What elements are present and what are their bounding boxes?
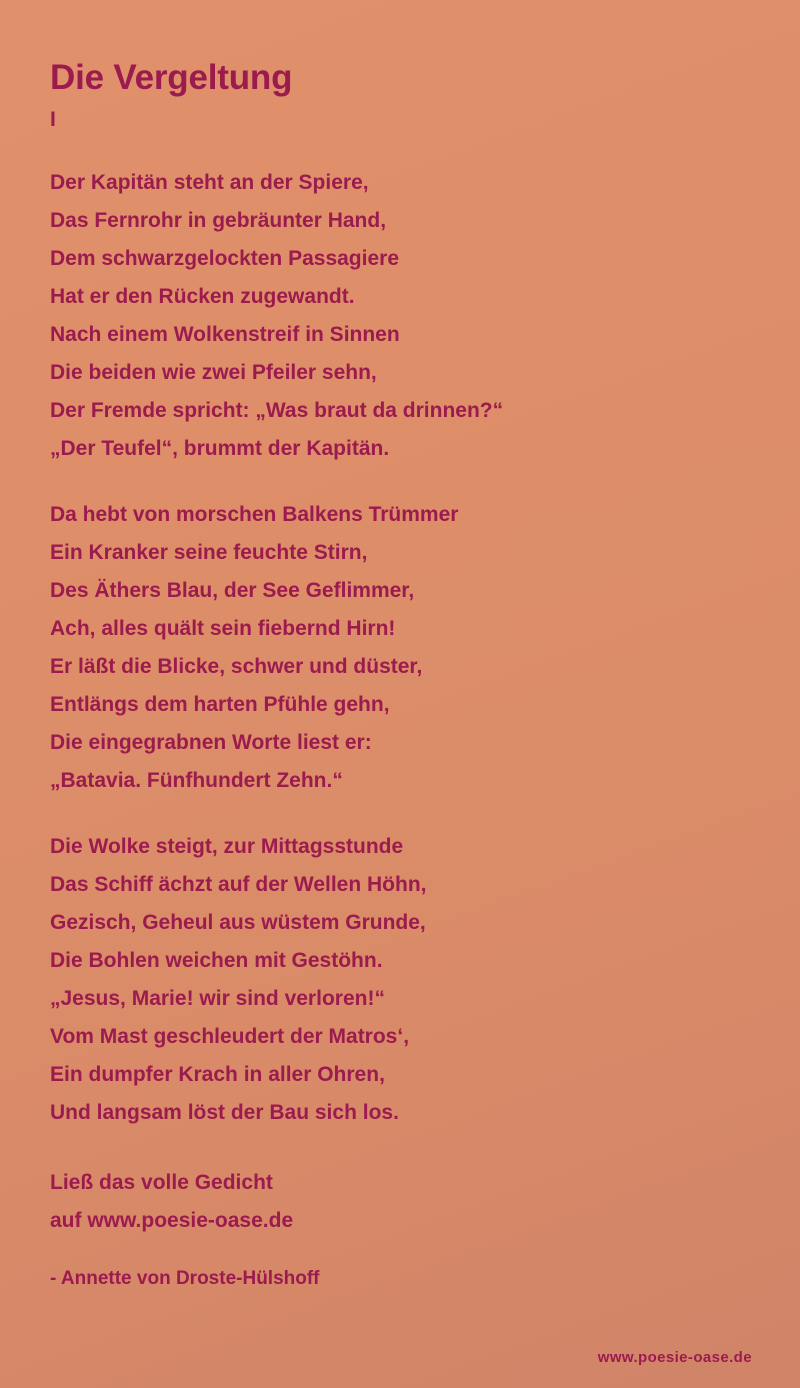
poem-line: Dem schwarzgelockten Passagiere bbox=[50, 246, 400, 270]
poem-line: Der Fremde spricht: „Was braut da drinnen?“ bbox=[50, 398, 504, 422]
poem-line: „Batavia. Fünfhundert Zehn.“ bbox=[50, 768, 343, 792]
poem-line: Und langsam löst der Bau sich los. bbox=[50, 1100, 399, 1124]
poem-line: Das Schiff ächzt auf der Wellen Höhn, bbox=[50, 872, 427, 896]
poem-line: Ach, alles quält sein fiebernd Hirn! bbox=[50, 616, 396, 640]
poem-line: Da hebt von morschen Balkens Trümmer bbox=[50, 502, 459, 526]
poem-section-number: I bbox=[50, 108, 56, 132]
poem-line: Er läßt die Blicke, schwer und düster, bbox=[50, 654, 423, 678]
poem-line: Die Wolke steigt, zur Mittagsstunde bbox=[50, 834, 404, 858]
poem-line: Die beiden wie zwei Pfeiler sehn, bbox=[50, 360, 377, 384]
poem-line: Gezisch, Geheul aus wüstem Grunde, bbox=[50, 910, 426, 934]
footer-website-url[interactable]: www.poesie-oase.de bbox=[597, 1349, 752, 1366]
poem-line: Der Kapitän steht an der Spiere, bbox=[50, 170, 369, 194]
cta-link[interactable]: auf www.poesie-oase.de bbox=[50, 1208, 294, 1232]
cta-line: Ließ das volle Gedicht bbox=[50, 1170, 273, 1194]
call-to-action bbox=[50, 1164, 750, 1240]
poem-line: „Jesus, Marie! wir sind verloren!“ bbox=[50, 986, 385, 1010]
poem-line: Hat er den Rücken zugewandt. bbox=[50, 284, 355, 308]
poem-author: - Annette von Droste-Hülshoff bbox=[50, 1267, 320, 1289]
poem-line: Des Äthers Blau, der See Geflimmer, bbox=[50, 578, 415, 602]
poem-stanza bbox=[50, 828, 750, 1132]
poem-stanza bbox=[50, 164, 750, 468]
poem-line: Die Bohlen weichen mit Gestöhn. bbox=[50, 948, 383, 972]
poem-line: „Der Teufel“, brummt der Kapitän. bbox=[50, 436, 390, 460]
poem-stanza bbox=[50, 496, 750, 800]
poem-line: Entlängs dem harten Pfühle gehn, bbox=[50, 692, 390, 716]
poem-line: Die eingegrabnen Worte liest er: bbox=[50, 730, 372, 754]
poem-line: Nach einem Wolkenstreif in Sinnen bbox=[50, 322, 400, 346]
poem-line: Ein Kranker seine feuchte Stirn, bbox=[50, 540, 368, 564]
page-title: Die Vergeltung bbox=[50, 58, 293, 97]
poem-line: Ein dumpfer Krach in aller Ohren, bbox=[50, 1062, 385, 1086]
poem-line: Das Fernrohr in gebräunter Hand, bbox=[50, 208, 387, 232]
poem-line: Vom Mast geschleudert der Matros‘, bbox=[50, 1024, 410, 1048]
